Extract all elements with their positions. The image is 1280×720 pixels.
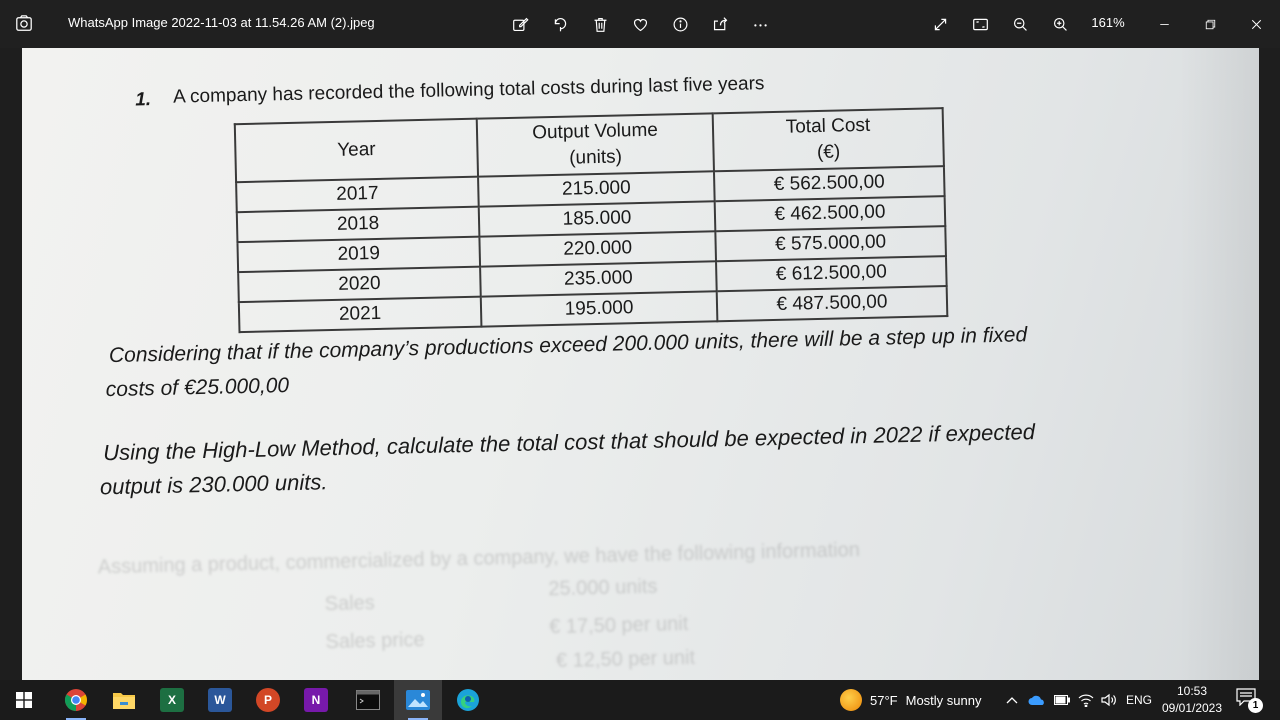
paragraph-task-line1: Using the High-Low Method, calculate the total cost that should be expected in 2022 if expected: [102, 419, 1036, 466]
paragraph-step-cost-line2: costs of €25.000,00: [105, 374, 290, 402]
header-output: Output Volume (units): [477, 113, 714, 176]
cell-output: 195.000: [481, 291, 718, 326]
excel-icon: X: [160, 688, 184, 712]
clock-date: 09/01/2023: [1161, 701, 1223, 715]
edge-icon: [456, 688, 480, 712]
edit-image-icon[interactable]: [504, 8, 536, 40]
cell-output: 215.000: [478, 171, 715, 206]
language-indicator[interactable]: ENG: [1125, 693, 1152, 707]
title-bar: [0, 0, 1280, 48]
faded-bleedthrough-value: € 12,50 per unit: [555, 646, 696, 673]
weather-widget[interactable]: [840, 680, 981, 720]
cell-year: 2018: [237, 207, 480, 242]
header-cost: Total Cost (€): [713, 108, 944, 171]
share-icon[interactable]: [704, 8, 736, 40]
document-photo: [22, 48, 1259, 680]
onenote-icon: N: [304, 688, 328, 712]
cell-output: 220.000: [479, 231, 716, 266]
faded-bleedthrough-label: Sales price: [325, 629, 425, 654]
expand-icon[interactable]: [924, 8, 956, 40]
taskbar-edge[interactable]: [444, 680, 492, 720]
faded-bleedthrough-intro: Assuming a product, commercialized by a company, we have the following information: [97, 539, 861, 579]
faded-bleedthrough-label: Sales: [324, 592, 375, 616]
taskbar-photos[interactable]: [394, 680, 442, 720]
taskbar-chrome[interactable]: [52, 680, 100, 720]
question-intro: A company has recorded the following total costs during last five years: [172, 73, 765, 108]
powerpoint-icon: P: [256, 688, 280, 712]
chevron-up-icon[interactable]: [1002, 680, 1022, 720]
word-icon: W: [208, 688, 232, 712]
taskbar: [0, 680, 1280, 720]
paragraph-step-cost-line1: Considering that if the company’s productions exceed 200.000 units, there will be a step up in fixed: [108, 323, 1028, 368]
taskbar-excel[interactable]: [148, 680, 196, 720]
onedrive-icon[interactable]: [1026, 680, 1048, 720]
terminal-icon: [356, 690, 380, 710]
weather-temperature: 57°F: [870, 692, 898, 708]
image-viewer[interactable]: [0, 48, 1280, 680]
cell-cost: € 575.000,00: [715, 226, 946, 261]
volume-icon[interactable]: [1098, 680, 1120, 720]
close-button[interactable]: [1240, 8, 1272, 40]
rotate-icon[interactable]: [544, 8, 576, 40]
sun-icon: [840, 689, 862, 711]
taskbar-terminal[interactable]: [344, 680, 392, 720]
faded-bleedthrough-value: € 17,50 per unit: [549, 613, 689, 639]
taskbar-word[interactable]: [196, 680, 244, 720]
cell-year: 2017: [236, 177, 479, 212]
window-title: WhatsApp Image 2022-11-03 at 11.54.26 AM (2).jpeg: [68, 15, 375, 30]
paragraph-task-line2: output is 230.000 units.: [99, 469, 328, 500]
wifi-icon[interactable]: [1076, 680, 1096, 720]
notification-count-badge: 1: [1248, 698, 1263, 713]
cell-year: 2020: [238, 267, 481, 302]
start-button[interactable]: [0, 680, 48, 720]
taskbar-powerpoint[interactable]: [244, 680, 292, 720]
clock-time: 10:53: [1176, 684, 1208, 698]
favorite-icon[interactable]: [624, 8, 656, 40]
notification-center-button[interactable]: [1236, 688, 1262, 712]
weather-description: Mostly sunny: [905, 692, 982, 708]
zoom-out-icon[interactable]: [1004, 8, 1036, 40]
restore-button[interactable]: [1194, 8, 1226, 40]
zoom-level[interactable]: 161%: [1091, 15, 1125, 30]
cell-cost: € 562.500,00: [714, 166, 945, 201]
more-icon[interactable]: [744, 8, 776, 40]
cell-year: 2021: [239, 297, 482, 332]
chrome-icon: [64, 688, 88, 712]
document-content: [22, 48, 1259, 680]
taskbar-onenote[interactable]: [292, 680, 340, 720]
fit-to-window-icon[interactable]: [964, 8, 996, 40]
folder-icon: [112, 689, 136, 711]
cell-cost: € 462.500,00: [715, 196, 946, 231]
zoom-in-icon[interactable]: [1044, 8, 1076, 40]
cell-output: 235.000: [480, 261, 717, 296]
delete-icon[interactable]: [584, 8, 616, 40]
windows-logo-icon: [16, 692, 32, 708]
cell-cost: € 612.500,00: [716, 256, 947, 291]
photos-icon: [405, 689, 431, 711]
photos-app-icon: [8, 8, 40, 40]
faded-bleedthrough-value: 25.000 units: [548, 575, 658, 601]
minimize-button[interactable]: [1148, 8, 1180, 40]
header-year: Year: [235, 119, 478, 182]
question-number: 1.: [134, 89, 152, 111]
cell-output: 185.000: [479, 201, 716, 236]
system-clock[interactable]: [1158, 683, 1226, 717]
battery-icon[interactable]: [1052, 680, 1072, 720]
info-icon[interactable]: [664, 8, 696, 40]
cell-cost: € 487.500,00: [717, 286, 948, 321]
cost-table: [234, 107, 949, 333]
taskbar-file-explorer[interactable]: [100, 680, 148, 720]
cell-year: 2019: [237, 237, 480, 272]
